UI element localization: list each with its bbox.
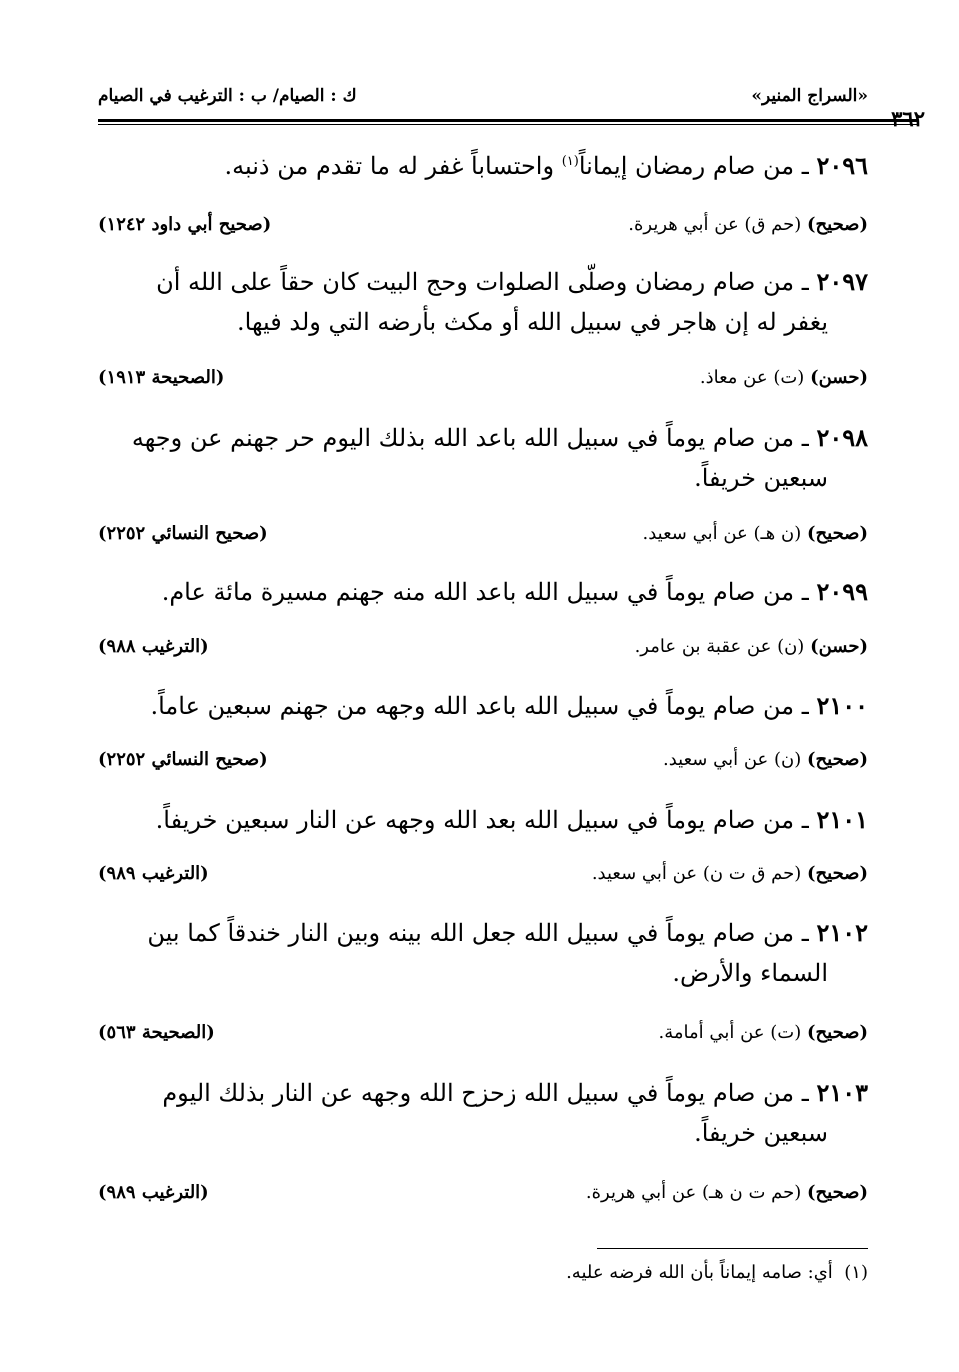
hadith-text-continued: سبعين خريفاً.	[694, 1119, 828, 1147]
hadith-entry: ٢٠٩٦ ـ من صام رمضان إيماناً$^{(١)}$ واحتساباً غفر له ما تقدم من ذنبه.	[224, 151, 868, 180]
hadith-narration: (ن هـ) عن أبي سعيد.	[642, 523, 802, 544]
hadith-entry: ٢٠٩٧ ـ من صام رمضان وصلّى الصلوات وحج البيت كان حقاً على الله أن يغفر له إن هاجر في سبيل الله أو مكث بأرضه التي ولد فيها.	[98, 262, 868, 342]
hadith-text: من صام يوماً في سبيل الله جعل الله بينه وبين النار خندقاً كما بين	[147, 919, 795, 947]
hadith-grade: (صحيح)	[807, 1182, 868, 1203]
hadith-reference: (الصحيحة ٥٦٣)	[98, 1022, 215, 1043]
hadith-entry: ٢١٠٠ ـ من صام يوماً في سبيل الله باعد الله وجهه من جهنم سبعين عاماً.	[150, 691, 868, 720]
footnote	[566, 1262, 868, 1283]
hadith-number: ٢١٠٢	[816, 918, 868, 947]
hadith-narration: (حم ق) عن أبي هريرة.	[628, 214, 802, 235]
hadith-grade: (صحيح)	[807, 523, 868, 544]
hadith-entry: ٢١٠١ ـ من صام يوماً في سبيل الله بعد الله وجهه عن النار سبعين خريفاً.	[155, 805, 868, 834]
hadith-number: ٢٠٩٦	[816, 151, 868, 180]
footnote-marker[interactable]: (١)	[561, 154, 579, 169]
hadith-grade: (صحيح)	[807, 749, 868, 770]
hadith-number: ٢٠٩٩	[816, 577, 868, 606]
hadith-source	[98, 1022, 868, 1050]
running-title: «السراج المنير»	[751, 86, 868, 106]
hadith-source	[98, 523, 868, 551]
hadith-entry: ٢٠٩٨ ـ من صام يوماً في سبيل الله باعد الله بذلك اليوم حر جهنم عن وجهه سبعين خريفاً.	[98, 418, 868, 498]
hadith-text: من صام يوماً في سبيل الله باعد الله وجهه من جهنم سبعين عاماً.	[150, 692, 795, 720]
hadith-source	[98, 1182, 868, 1210]
hadith-text: من صام يوماً في سبيل الله باعد الله منه جهنم مسيرة مائة عام.	[161, 578, 795, 606]
footnote-text: أي: صامه إيماناً بأن الله فرضه عليه.	[566, 1262, 833, 1283]
hadith-text: من صام يوماً في سبيل الله بعد الله وجهه عن النار سبعين خريفاً.	[155, 806, 795, 834]
hadith-number: ٢٠٩٨	[816, 423, 868, 452]
hadith-entry: ٢١٠٢ ـ من صام يوماً في سبيل الله جعل الله بينه وبين النار خندقاً كما بين السماء والأرض.	[98, 913, 868, 993]
hadith-source	[98, 636, 868, 664]
hadith-number: ٢٠٩٧	[816, 267, 868, 296]
hadith-narration: (ت) عن معاذ.	[699, 367, 805, 388]
chapter-title: ك : الصيام/ ب : الترغيب في الصيام	[98, 86, 357, 106]
footnote-separator	[597, 1248, 868, 1249]
hadith-source	[98, 214, 868, 242]
hadith-narration: (حم ت ن هـ) عن أبي هريرة.	[585, 1182, 802, 1203]
header-rule-thin	[98, 124, 918, 125]
hadith-reference: (صحيح أبي داود ١٢٤٢)	[98, 214, 272, 235]
hadith-text: من صام رمضان وصلّى الصلوات وحج البيت كان حقاً على الله أن	[156, 268, 795, 296]
hadith-number: ٢١٠٣	[816, 1078, 868, 1107]
hadith-source	[98, 367, 868, 395]
hadith-text-continued: السماء والأرض.	[672, 959, 828, 987]
hadith-grade: (صحيح)	[807, 863, 868, 884]
hadith-source	[98, 749, 868, 777]
hadith-reference: (الصحيحة ١٩١٣)	[98, 367, 225, 388]
hadith-grade: (حسن)	[810, 367, 868, 388]
header-rule-thick	[98, 119, 918, 122]
hadith-reference: (الترغيب ٩٨٩)	[98, 1182, 209, 1203]
hadith-reference: (صحيح النسائي ٢٢٥٢)	[98, 523, 268, 544]
hadith-reference: (صحيح النسائي ٢٢٥٢)	[98, 749, 268, 770]
hadith-text-continued: سبعين خريفاً.	[694, 464, 828, 492]
hadith-grade: (حسن)	[810, 636, 868, 657]
hadith-entry: ٢١٠٣ ـ من صام يوماً في سبيل الله زحزح الله وجهه عن النار بذلك اليوم سبعين خريفاً.	[98, 1073, 868, 1153]
hadith-reference: (الترغيب ٩٨٨)	[98, 636, 209, 657]
hadith-text-continued: يغفر له إن هاجر في سبيل الله أو مكث بأرضه التي ولد فيها.	[237, 308, 828, 336]
footnote-number: (١)	[844, 1262, 868, 1283]
hadith-entry: ٢٠٩٩ ـ من صام يوماً في سبيل الله باعد الله منه جهنم مسيرة مائة عام.	[161, 577, 868, 606]
hadith-narration: (حم ق ت ن) عن أبي سعيد.	[591, 863, 802, 884]
hadith-narration: (ن) عن أبي سعيد.	[663, 749, 802, 770]
hadith-grade: (صحيح)	[807, 1022, 868, 1043]
hadith-reference: (الترغيب ٩٨٩)	[98, 863, 209, 884]
hadith-narration: (ت) عن أبي أمامة.	[658, 1022, 802, 1043]
hadith-text-continued: واحتساباً غفر له ما تقدم من ذنبه.	[224, 152, 562, 180]
hadith-text: من صام رمضان إيماناً	[578, 152, 795, 180]
page-header	[98, 86, 868, 114]
hadith-grade: (صحيح)	[807, 214, 868, 235]
hadith-text: من صام يوماً في سبيل الله باعد الله بذلك اليوم حر جهنم عن وجهه	[131, 424, 795, 452]
hadith-number: ٢١٠٠	[816, 691, 868, 720]
page-number: ٣٦٢	[891, 106, 925, 131]
hadith-number: ٢١٠١	[816, 805, 868, 834]
hadith-text: من صام يوماً في سبيل الله زحزح الله وجهه عن النار بذلك اليوم	[162, 1079, 795, 1107]
hadith-narration: (ن) عن عقبة بن عامر.	[634, 636, 805, 657]
hadith-source	[98, 863, 868, 891]
